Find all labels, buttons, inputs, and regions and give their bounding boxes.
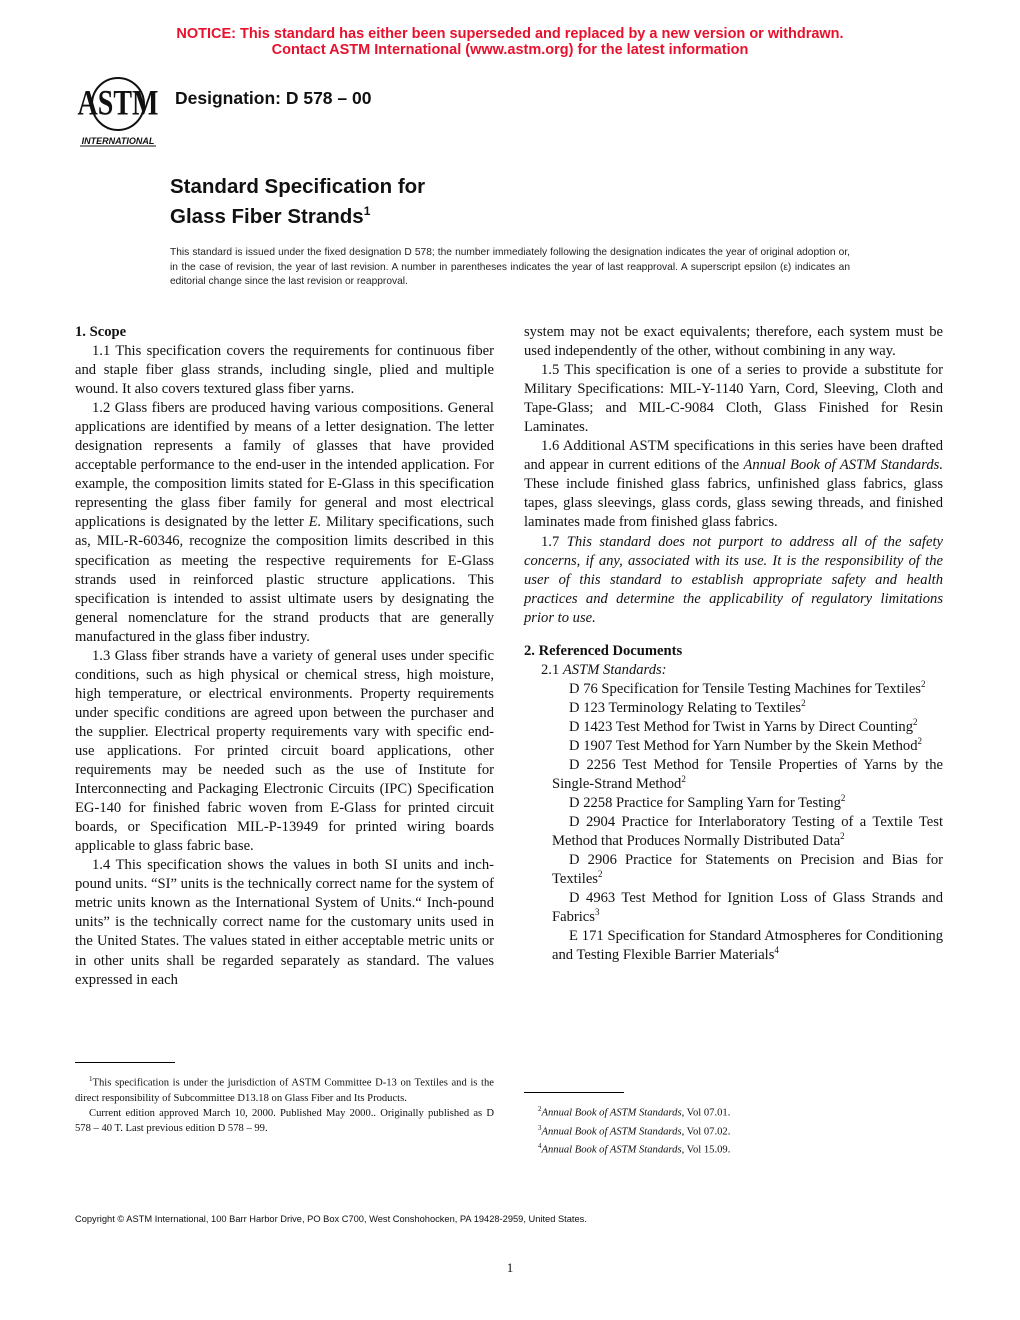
italic-text: ASTM Standards: <box>562 661 667 678</box>
text: 2.1 <box>541 661 563 678</box>
notice-line-1: NOTICE: This standard has either been superseded and replaced by a new version or withdrawn. <box>176 26 844 42</box>
reference-text: D 1907 Test Method for Yarn Number by the Skein Method <box>569 737 918 754</box>
title-text: Glass Fiber Strands <box>170 204 364 228</box>
reference-item <box>524 718 943 737</box>
reference-item <box>524 889 943 927</box>
footnote-mark: 2 <box>801 697 806 708</box>
text: , Vol 15.09. <box>681 1144 731 1156</box>
text: 1.7 <box>541 533 567 550</box>
reference-item <box>524 680 943 699</box>
italic-text: Annual Book of ASTM Standards <box>541 1107 682 1119</box>
reference-item <box>524 813 943 851</box>
footnote-mark: 2 <box>598 869 603 880</box>
paragraph-1-4: 1.4 This specification shows the values in both SI units and inch-pound units. “SI” units is the technically correct name for the system of metric units known as the International System of Units.“ Inch-pound units” is the technically correct name for the customary units used in the United States. The values stated in either acceptable metric units or in other units shall be regarded separately as standard. The values expressed in each <box>75 857 494 988</box>
copyright: Copyright © ASTM International, 100 Barr Harbor Drive, PO Box C700, West Conshohocken, PA 19428-2959, United States. <box>75 1214 587 1224</box>
italic-text: E. <box>308 514 322 531</box>
text: 1.6 Additional ASTM specifications in this series have been drafted and appear in current editions of the <box>524 438 943 474</box>
subsection-2-1 <box>524 661 943 680</box>
footnotes-left <box>75 1072 494 1136</box>
footnote-4 <box>524 1139 943 1158</box>
reference-item <box>524 927 943 965</box>
footnote-mark: 2 <box>913 717 918 728</box>
italic-text: Annual Book of ASTM Standards <box>541 1144 682 1156</box>
page-number: 1 <box>506 1260 514 1275</box>
paragraph-1-1: 1.1 This specification covers the requirements for continuous fiber and staple fiber glass strands, including single, plied and multiple wound. It also covers textured glass fiber yarns. <box>75 343 494 398</box>
reference-text: D 76 Specification for Tensile Testing Machines for Textiles <box>569 680 921 697</box>
reference-text: D 2906 Practice for Statements on Precision and Bias for Textiles <box>552 852 943 888</box>
astm-logo <box>76 74 160 148</box>
footnote-mark: 3 <box>538 1123 542 1132</box>
footnote-rule-left <box>75 1062 175 1063</box>
paragraph-1-6 <box>524 437 943 532</box>
reference-item <box>524 699 943 718</box>
reference-text: D 2256 Test Method for Tensile Properties of Yarns by the Single-Strand Method <box>552 756 943 793</box>
title-line-1: Standard Specification for <box>170 175 426 198</box>
text: These include finished glass fabrics, unfinished glass fabrics, glass tapes, glass sleevings, glass cords, glass sewing threads, and finished laminates made from finished glass fabrics. <box>524 476 943 531</box>
footnote-rule-right <box>524 1092 624 1093</box>
italic-text: Annual Book of ASTM Standards <box>541 1126 682 1138</box>
footnote-mark: 2 <box>917 736 923 747</box>
reference-text: D 123 Terminology Relating to Textiles <box>569 699 802 716</box>
paragraph-1-5: 1.5 This specification is one of a series to provide a substitute for Military Specifications: MIL-Y-1140 Yarn, Cord, Sleeving, Cloth and Tape-Glass; and MIL-C-9084 Cloth, Glass Finished for Resin Laminates. <box>524 362 943 436</box>
reference-text: E 171 Specification for Standard Atmospheres for Conditioning and Testing Flexible Barrier Materials <box>552 928 943 964</box>
footnote-mark: 4 <box>774 945 779 956</box>
italic-text: This standard does not purport to address all of the safety concerns, if any, associated with its use. It is the responsibility of the user of this standard to establish appropriate safety and health practices and determine the applicability of regulatory limitations prior to use. <box>524 533 943 626</box>
title-line-2 <box>170 199 425 229</box>
section-1-heading: 1. Scope <box>75 324 127 340</box>
footnote-mark: 2 <box>840 831 845 842</box>
text: This specification is under the jurisdiction of ASTM Committee D-13 on Textiles and is the direct responsibility of Subcommittee D13.18 on Glass Fiber and Its Products. <box>75 1077 494 1104</box>
section-2-heading: 2. Referenced Documents <box>524 642 683 659</box>
text: Military specifications, such as, MIL-R-60346, recognize the composition limits described in this specification as meeting the respective requirements for E-Glass strands used in reinforced plastic structure applications. This specification is intended to assist ultimate users by designating the general nomenclature for the strand products that are generally manufactured in the glass fiber industry. <box>75 514 494 645</box>
paragraph-1-4-cont: system may not be exact equivalents; therefore, each system must be used independently of the other, without combining in any way. <box>524 324 943 360</box>
footnote-mark: 2 <box>840 793 846 804</box>
reference-text: D 2904 Practice for Interlaboratory Testing of a Textile Test Method that Produces Normally Distributed Data <box>552 814 943 850</box>
svg-text:INTERNATIONAL: INTERNATIONAL <box>81 136 155 146</box>
text: , Vol 07.01. <box>681 1107 731 1119</box>
paragraph-1-7 <box>524 533 943 628</box>
footnote-mark: 4 <box>538 1142 542 1151</box>
footnote-mark: 3 <box>594 907 600 918</box>
footnote-1 <box>75 1072 494 1106</box>
astm-logo-icon <box>76 74 160 148</box>
paragraph-1-2 <box>75 399 494 647</box>
footnote-mark: 2 <box>538 1105 542 1113</box>
reference-text: D 1423 Test Method for Twist in Yarns by Direct Counting <box>569 718 914 735</box>
text: , Vol 07.02. <box>681 1126 731 1138</box>
footnote-mark: 1 <box>89 1075 93 1083</box>
footnote-2 <box>524 1102 943 1121</box>
paragraph-1-3: 1.3 Glass fiber strands have a variety of general uses under specific conditions, such as high physical or chemical stress, high moisture, high temperature, or electrical environments. Property requirements under specific conditions are agreed upon between the purchaser and the supplier. Electrical property requirements vary with specific end-use applications. For printed circuit board applications, other requirements may be needed such as the use of Institute for Interconnecting and Packaging Electronic Circuits (IPC) Specification EG-140 for finished fabric woven from E-Glass for printed circuit boards, or Specification MIL-P-13949 for printed wiring boards applicable to glass fabric base. <box>75 647 494 855</box>
footnote-mark: 2 <box>681 774 686 785</box>
reference-text: D 2258 Practice for Sampling Yarn for Testing <box>569 795 841 812</box>
right-column <box>524 323 943 966</box>
svg-text:ASTM: ASTM <box>77 82 159 124</box>
notice-line-2: Contact ASTM International (www.astm.org) for the latest information <box>271 41 749 58</box>
footnote-1-edition: Current edition approved March 10, 2000. Published May 2000.. Originally published as D 578 – 40 T. Last previous edition D 578 – 99. <box>75 1107 494 1134</box>
footnotes-right <box>524 1102 943 1158</box>
reference-item <box>524 737 943 756</box>
reference-item <box>524 756 943 794</box>
reference-item <box>524 851 943 889</box>
referenced-documents-list <box>524 680 943 966</box>
reference-item <box>524 794 943 813</box>
footnote-3 <box>524 1121 943 1140</box>
text: 1.2 Glass fibers are produced having various compositions. General applications are identified by means of a letter designation. The letter designation represents a family of glasses that have provided acceptable performance to the end-user in the intended application. For example, the composition limits stated for E-Glass in this specification representing the glass fiber family for general and most electrical applications is designated by the letter <box>75 400 494 531</box>
footnote-mark: 2 <box>920 678 926 689</box>
withdrawal-notice <box>0 27 1020 58</box>
left-column <box>75 323 494 990</box>
intro-note: This standard is issued under the fixed designation D 578; the number immediately following the designation indicates the year of original adoption or, in the case of revision, the year of last revision. A number in parentheses indicates the year of last reapproval. A superscript epsilon (ε) indicates an editorial change since the last revision or reapproval. <box>170 247 850 287</box>
designation: Designation: D 578 – 00 <box>175 88 372 108</box>
document-title <box>170 174 425 229</box>
italic-text: Annual Book of ASTM Standards. <box>743 457 943 474</box>
reference-text: D 4963 Test Method for Ignition Loss of Glass Strands and Fabrics <box>552 890 943 926</box>
title-footnote-mark: 1 <box>363 204 371 218</box>
